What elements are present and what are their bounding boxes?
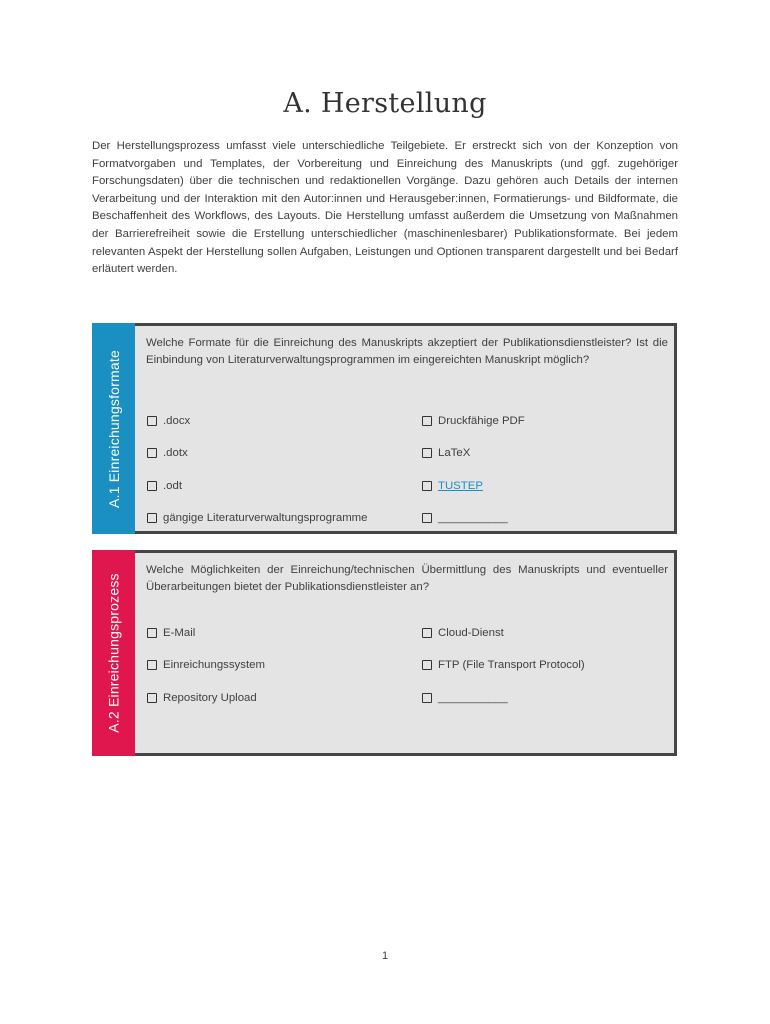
option-einreichungssystem[interactable]: Einreichungssystem	[147, 659, 265, 671]
checkbox-icon[interactable]	[147, 693, 157, 703]
option-cloud-dienst[interactable]: Cloud-Dienst	[422, 627, 504, 639]
section-a1-card	[92, 323, 677, 534]
option-tustep[interactable]	[422, 480, 483, 492]
checkbox-icon[interactable]	[422, 416, 432, 426]
checkbox-icon[interactable]	[422, 693, 432, 703]
checkbox-icon[interactable]	[147, 660, 157, 670]
checkbox-icon[interactable]	[147, 481, 157, 491]
page-title: A. Herstellung	[283, 88, 487, 119]
checkbox-icon[interactable]	[147, 513, 157, 523]
section-a2-card	[92, 550, 677, 756]
checkbox-icon[interactable]	[147, 448, 157, 458]
option-repository-upload[interactable]: Repository Upload	[147, 692, 257, 704]
intro-paragraph: Der Herstellungsprozess umfasst viele unterschiedliche Teilgebiete. Er erstreckt sich von der Konzeption von Formatvorgaben und Templates, der Vorbereitung und Einreichung des Manuskripts (und ggf. zugehöriger Forschungsdaten) über die technischen und redaktionellen Vorgänge. Dazu gehören auch Details der internen Verarbeitung und der Interaktion mit den Autor:innen und Herausgeber:innen, Formatierungs- und Bildformate, die Beschaffenheit des Workflows, des Layouts. Die Herstellung umfasst außerdem die Umsetzung von Maßnahmen der Barrierefreiheit sowie die Erstellung unterschiedlicher (maschinenlesbarer) Publikationsformate. Bei jedem relevanten Aspekt der Herstellung sollen Aufgaben, Leistungen und Optionen transparent dargestellt und bei Bedarf erläutert werden.	[92, 140, 678, 276]
option-dotx[interactable]: .dotx	[147, 447, 188, 459]
checkbox-icon[interactable]	[422, 660, 432, 670]
option-email[interactable]: E-Mail	[147, 627, 195, 639]
option-literaturverwaltung[interactable]: gängige Literaturverwaltungsprogramme	[147, 512, 368, 524]
option-odt[interactable]: .odt	[147, 480, 182, 492]
section-a1-question: Welche Formate für die Einreichung des Manuskripts akzeptiert der Publikationsdienstleister? Ist die Einbindung von Literaturverwaltungsprogrammen im eingereichten Manuskript möglich?	[146, 337, 668, 366]
tustep-link[interactable]: TUSTEP	[438, 480, 483, 492]
option-ftp[interactable]: FTP (File Transport Protocol)	[422, 659, 585, 671]
option-latex[interactable]: LaTeX	[422, 447, 470, 459]
checkbox-icon[interactable]	[422, 513, 432, 523]
section-a2-question: Welche Möglichkeiten der Einreichung/technischen Übermittlung des Manuskripts und eventueller Überarbeitungen bietet der Publikationsdienstleister an?	[146, 564, 668, 593]
page-number: 1	[381, 950, 389, 962]
checkbox-icon[interactable]	[422, 481, 432, 491]
option-other-a1[interactable]: ___________	[422, 512, 508, 524]
checkbox-icon[interactable]	[147, 416, 157, 426]
checkbox-icon[interactable]	[422, 628, 432, 638]
section-a2-sidebar	[92, 550, 135, 756]
checkbox-icon[interactable]	[422, 448, 432, 458]
section-a1-label: A.1 Einreichungsformate	[105, 349, 122, 508]
section-a2-label: A.2 Einreichungsprozess	[105, 573, 122, 733]
option-other-a2[interactable]: ___________	[422, 692, 508, 704]
option-druckfaehige-pdf[interactable]: Druckfähige PDF	[422, 415, 525, 427]
section-a1-sidebar	[92, 323, 135, 534]
option-docx[interactable]: .docx	[147, 415, 190, 427]
checkbox-icon[interactable]	[147, 628, 157, 638]
